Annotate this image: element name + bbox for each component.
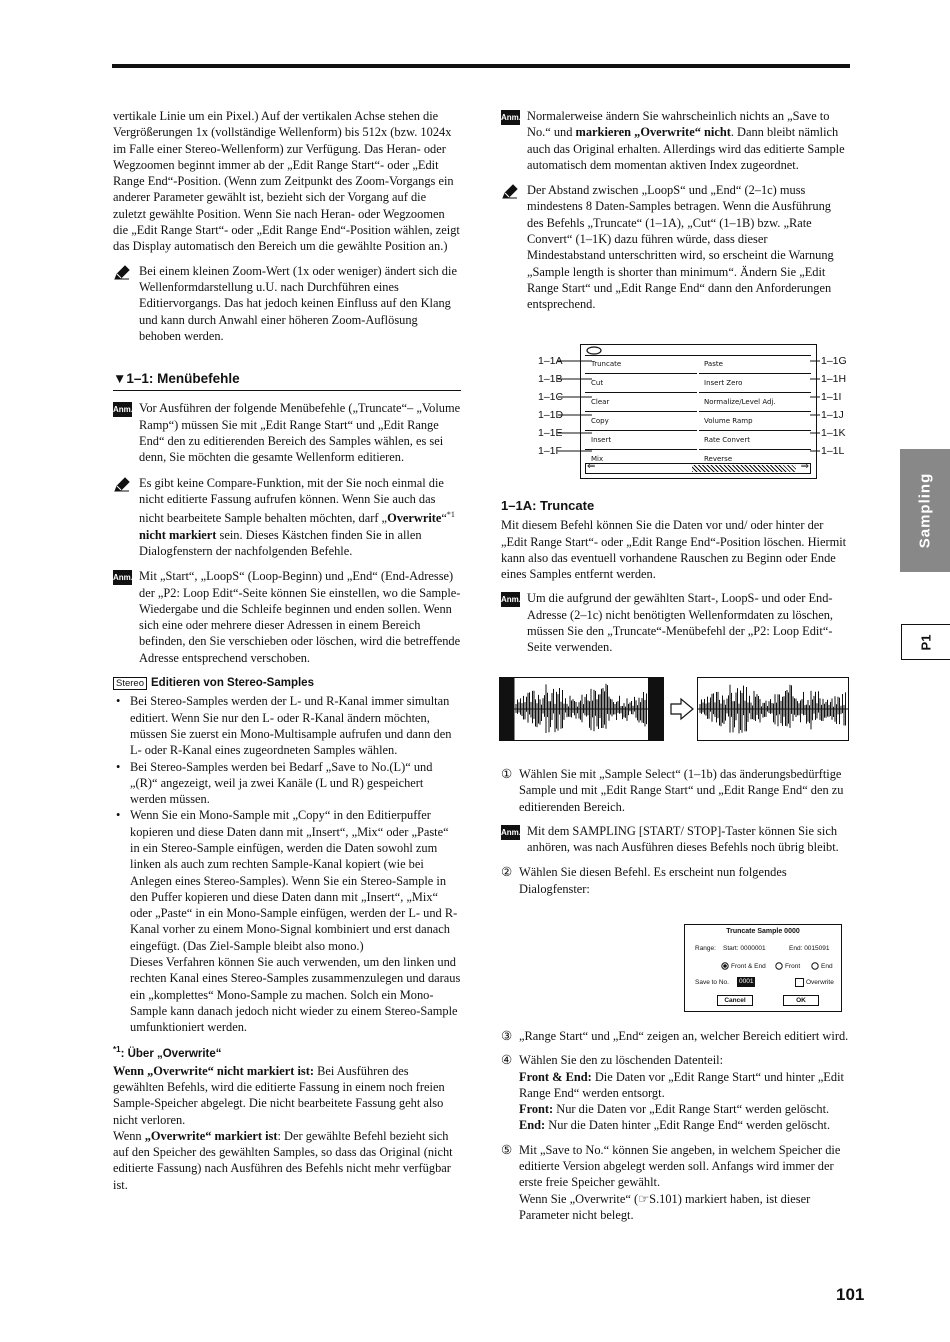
step-2: ② Wählen Sie diesen Befehl. Es erscheint nun folgendes Dialogfenster:	[501, 865, 787, 896]
side-tab-sampling: Sampling	[916, 472, 934, 549]
anm-icon: Anm.	[113, 570, 132, 585]
radio-end[interactable]: End	[811, 962, 833, 970]
menu-item-volume-ramp[interactable]: Volume Ramp	[699, 412, 811, 431]
menu-figure	[538, 344, 848, 478]
ok-button[interactable]: OK	[783, 995, 819, 1006]
menu-label: 1–1G	[821, 355, 847, 367]
dialog-start-value[interactable]: 0000001	[740, 945, 766, 952]
bullet-continuation: Dieses Verfahren können Sie auch verwenden, um den linken und rechten Kanal eines Stereo-Samples zusammenzulegen und daraus ein „komplettes“ Mono-Sample zu machen. Solch ein Mono-Sample kann danach jedoch nicht wieder zu einem Stereo-Sample umfunktioniert werden.	[130, 955, 461, 1035]
checkbox-icon	[795, 978, 804, 987]
section-title: ▼1–1: Menübefehle	[113, 371, 461, 391]
note-anm-3: Anm. Normalerweise ändern Sie wahrscheinlich nichts an „Save to No.“ und markieren „Overwrite“ nicht. Dann bleibt nämlich auch das Original erhalten. Allerdings wird das editierte Sample automatisch dem momentan aktiven Index zugeordnet.	[501, 109, 845, 172]
arrow-right-icon	[671, 699, 693, 719]
right-column-mid	[501, 498, 849, 665]
menu-label: 1–1A	[538, 355, 563, 367]
right-column-bottom	[501, 1028, 849, 1231]
dialog-save-field[interactable]: 0001	[739, 978, 754, 985]
step-4: ④ Wählen Sie den zu löschenden Datenteil: Front & End: Die Daten vor „Edit Range Start“ und hinter „Edit Range End“ werden entsorgt. Front: Nur die Daten vor „Edit Range Start“ werden gelöscht. End: Nur die Daten hinter „Edit Range End“ werden gelöscht.	[501, 1053, 844, 1133]
note-anm-4: Anm. Um die aufgrund der gewählten Start-, LoopS- und oder End-Adresse (2–1c) nicht benötigten Wellenformdaten zu löschen, müssen Sie den „Truncate“-Menübefehl der „P2: Loop Edit“-Seite verwenden.	[501, 591, 834, 655]
truncate-heading: 1–1A: Truncate	[501, 498, 595, 513]
radio-selected-icon	[721, 962, 729, 970]
footnote-1: Wenn „Overwrite“ nicht markiert ist: Bei Ausführen des gewählten Befehls, wird die editierte Fassung in einem noch freien Sample-Speicher abgelegt. Die nicht bearbeitete Fassung geht also nicht verloren.	[113, 1063, 445, 1127]
page-number: 101	[836, 1285, 865, 1304]
step-1: ① Wählen Sie mit „Sample Select“ (1–1b) das änderungsbedürftige Sample und mit „Edit Range Start“ und „Edit Range End“ den zu editierenden Bereich.	[501, 767, 844, 814]
left-column	[113, 108, 461, 1193]
radio-front[interactable]: Front	[775, 962, 800, 970]
dialog-start: Start: 0000001	[723, 945, 766, 952]
right-column-top	[501, 108, 849, 322]
truncate-waveform-figure	[499, 677, 850, 741]
note-anm-1: Anm. Vor Ausführen der folgende Menübefehle („Truncate“– „Volume Ramp“) müssen Sie mit „Edit Range Start“ und „Edit Range End“ den zu editierenden Bereich des Samples wählen, es sei denn, Sie möchten die gesamte Wellenform editieren.	[113, 401, 461, 465]
menu-item-normalize[interactable]: Normalize/Level Adj.	[699, 393, 811, 412]
menu-item-mix[interactable]: Mix	[585, 450, 697, 469]
menu-item-insert-zero[interactable]: Insert Zero	[699, 374, 811, 393]
waveform-before-right-trim	[648, 678, 664, 741]
radio-icon	[811, 962, 819, 970]
menu-leader-lines	[558, 344, 848, 478]
intro-paragraph: vertikale Linie um ein Pixel.) Auf der vertikalen Achse stehen die Vergrößerungen 1x (vollständige Wellenform) bis 512x (bzw. 1024x im Falle einer Stereo-Wellenform) zur Verfügung. Das Heran- oder Wegzoomen beginnt immer ab der „Edit Range Start“- oder „Edit Range End“-Position. (Wenn zum Zeitpunkt des Zoom-Vorgangs ein anderer Parameter gewählt ist, bezieht sich der Vorgang auf die zuletzt gewählte Position. Wenn Sie nach Heran- oder Wegzoomen die „Edit Range Start“- oder „Edit Range End“-Position wählen, zeigt das Display automatisch den Bereich um die gewählte Position an.)	[113, 109, 460, 254]
dialog-title: Truncate Sample 0000	[726, 928, 800, 935]
menu-label: 1–1K	[821, 427, 846, 439]
menu-item-paste[interactable]: Paste	[699, 355, 811, 374]
menu-label: 1–1C	[538, 391, 564, 403]
stereo-list	[113, 693, 461, 954]
list-item: • Wenn Sie ein Mono-Sample mit „Copy“ in den Editierpuffer kopieren und diese Daten dann mit „Insert“, „Mix“ oder „Paste“ in ein Stereo-Sample einfügen, werden die Daten sowohl zum linken als auch zum rechten Sample-Kanal kopiert (wie bei Anlegen eines Stereo-Samples). Wenn Sie ein Stereo-Sample in den Puffer kopieren und diese Daten dann mit „Insert“, „Mix“ oder „Paste“ in ein Mono-Sample einfügen, werden der L- und R-Kanal vorher zu einem Mono-Signal kombiniert und erst danach eingefügt. (Das Ziel-Sample bleibt also mono.)	[113, 807, 461, 954]
menu-label: 1–1J	[821, 409, 844, 421]
note-anm-2: Anm. Mit „Start“, „LoopS“ (Loop-Beginn) und „End“ (End-Adresse) der „P2: Loop Edit“-Seite können Sie einstellen, wo die Sample-Wiedergabe und die Schleife beginnen und enden sollen. Wenn sich eine oder mehrere dieser Adressen in einem Bereich befinden, den Sie verschieben oder löschen, wird die betreffende Adresse entsprechend verschoben.	[113, 569, 461, 665]
header-rule	[112, 64, 850, 68]
stereo-heading: Stereo Editieren von Stereo-Samples	[113, 675, 461, 692]
menu-item-clear[interactable]: Clear	[585, 393, 697, 412]
side-page-label: P1	[901, 624, 950, 660]
note-zoom: Bei einem kleinen Zoom-Wert (1x oder weniger) ändert sich die Wellenformdarstellung u.U. nach Durchführen eines Editiervorgangs. Das hat jedoch keinen Einfluss auf den Klang und kann durch Anwahl einer höheren Zoom-Auflösung behoben werden.	[113, 263, 461, 344]
anm-icon: Anm.	[501, 825, 520, 840]
list-item: • Bei Stereo-Samples werden bei Bedarf „Save to No.(L)“ und „(R)“ angezeigt, weil ja zwei Kanäle (L und R) gespeichert werden müssen.	[113, 759, 461, 808]
menu-label: 1–1H	[821, 373, 847, 385]
menu-item-rate-convert[interactable]: Rate Convert	[699, 431, 811, 450]
menu-label: 1–1L	[821, 445, 845, 457]
arrow-left-icon[interactable]: ⇐	[587, 461, 596, 472]
menu-item-reverse[interactable]: Reverse	[699, 450, 811, 469]
anm-icon: Anm.	[501, 110, 520, 125]
menu-label: 1–1I	[821, 391, 842, 403]
waveform-before-left-trim	[500, 678, 515, 741]
stereo-badge: Stereo	[113, 677, 147, 690]
arrow-right-icon[interactable]: ⇒	[800, 461, 809, 472]
note-loop: Der Abstand zwischen „LoopS“ und „End“ (2–1c) muss mindestens 8 Daten-Samples betragen. Wenn die Ausführung des Befehls „Truncate“ (1–1A), „Cut“ (1–1B) bzw. „Rate Convert“ (1–1K) dazu führen würde, dass dieser Mindestabstand unterschritten wird, so erscheint die Warnung „Sample length is shorter than minimum“. Ändern Sie „Edit Range Start“ und „Edit Range End“ dann den Anforderungen entsprechend.	[501, 182, 849, 312]
menu-item-cut[interactable]: Cut	[585, 374, 697, 393]
pencil-icon	[501, 184, 519, 199]
menu-item-copy[interactable]: Copy	[585, 412, 697, 431]
radio-icon	[775, 962, 783, 970]
step-5: ⑤ Mit „Save to No.“ können Sie angeben, in welchem Speicher die editierte Version abgelegt werden soll. Anfangs wird immer der erste freie Speicher gewählt. Wenn Sie „Overwrite“ (☞S.101) markiert haben, ist dieser Parameter nicht belegt.	[501, 1142, 841, 1222]
note-anm-5: Anm. Mit dem SAMPLING [START/ STOP]-Taster können Sie sich anhören, was nach Ausführen dieses Befehls noch übrig bleibt.	[501, 823, 839, 855]
step-3: ③ „Range Start“ und „End“ zeigen an, welcher Bereich editiert wird.	[501, 1029, 849, 1043]
right-column-steps	[501, 766, 849, 905]
dialog-end-value[interactable]: 0015091	[804, 945, 830, 952]
dialog-end: End: 0015091	[789, 945, 830, 952]
menu-item-truncate[interactable]: Truncate	[585, 355, 697, 374]
pencil-icon	[113, 265, 131, 280]
radio-front-end[interactable]: Front & End	[721, 962, 766, 970]
truncate-dialog	[684, 924, 842, 1012]
overwrite-checkbox[interactable]: Overwrite	[795, 978, 834, 987]
menu-label: 1–1D	[538, 409, 564, 421]
pencil-icon	[113, 477, 131, 492]
cancel-button[interactable]: Cancel	[717, 995, 753, 1006]
list-item: • Bei Stereo-Samples werden der L- und R-Kanal immer simultan editiert. Wenn Sie nur den L- oder R-Kanal ändern möchten, müssen Sie zuerst ein Mono-Multisample aufrufen und dann den L- oder R-Kanal eines zugeordneten Samples wählen.	[113, 693, 461, 758]
anm-icon: Anm.	[113, 402, 132, 417]
menu-label: 1–1E	[538, 427, 563, 439]
menu-label: 1–1F	[538, 445, 562, 457]
menu-item-insert[interactable]: Insert	[585, 431, 697, 450]
note-compare: Es gibt keine Compare-Funktion, mit der Sie noch einmal die nicht editierte Fassung aufrufen können. Wenn Sie auch das nicht bearbeitete Sample behalten möchten, darf „Overwrite“$^{*1}$ nicht markiert sein. Dieses Kästchen finden Sie in allen Dialogfenstern der nachfolgenden Befehle.	[113, 475, 461, 560]
footnote-2: Wenn „Overwrite“ markiert ist: Der gewählte Befehl bezieht sich auf den Speicher des gewählten Samples, so dass das Original (nicht editierte Fassung) nach Ausführen des Befehls nicht mehr verfügbar ist.	[113, 1128, 453, 1192]
dialog-save-label: Save to No.	[695, 979, 729, 986]
dialog-range-label: Range:	[695, 945, 716, 952]
anm-icon: Anm.	[501, 592, 520, 607]
menu-label: 1–1B	[538, 373, 563, 385]
truncate-paragraph: Mit diesem Befehl können Sie die Daten vor und/ oder hinter der „Edit Range Start“- oder „Edit Range End“-Position löschen. Hiermit kann also das eventuell vorhandene Rauschen zu Beginn oder Ende eines Samples entfernt werden.	[501, 518, 847, 582]
footnote-title: $^{*1}$: Über „Overwrite“	[113, 1044, 222, 1060]
